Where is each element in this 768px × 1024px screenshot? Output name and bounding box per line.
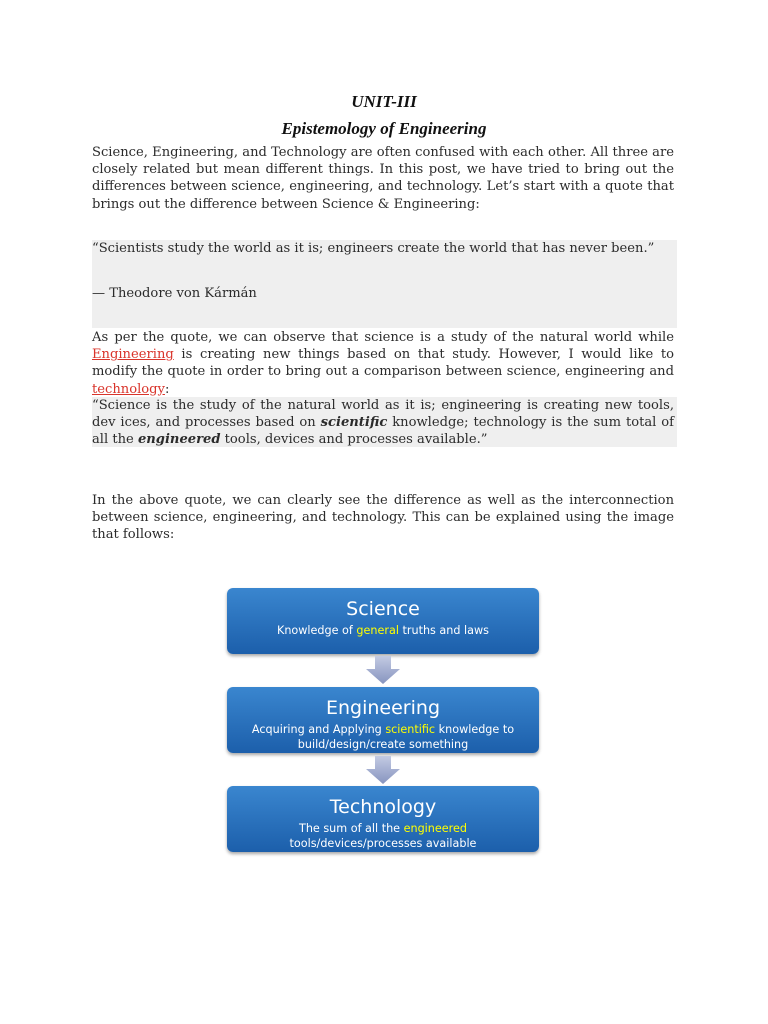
engineering-link[interactable]: Engineering: [92, 347, 174, 363]
science-description: [227, 623, 539, 638]
down-arrow-icon: [366, 656, 400, 684]
technology-desc-highlight: engineered: [403, 822, 467, 835]
science-box: [227, 588, 539, 654]
quote-attribution: — Theodore von Kármán: [92, 286, 257, 301]
science-desc-pre: Knowledge of: [277, 624, 357, 637]
conclusion-paragraph: In the above quote, we can clearly see the difference as well as the interconnection between science, engineering, and technology. This can be explained using the image that follows:: [92, 493, 674, 543]
quote-block-1: [92, 240, 677, 328]
engineering-desc-post: knowledge to: [435, 723, 515, 736]
technology-desc-line2: tools/devices/processes available: [289, 837, 477, 850]
science-desc-post: truths and laws: [398, 624, 489, 637]
analysis-paragraph: [92, 329, 674, 398]
technology-title: Technology: [329, 796, 437, 818]
engineering-desc-highlight: scientific: [385, 723, 436, 736]
engineering-box: [227, 687, 539, 753]
engineering-desc-line2: build/design/create something: [297, 738, 469, 751]
engineering-desc-pre: Acquiring and Applying: [251, 723, 386, 736]
quote-block-2: [92, 397, 677, 447]
modified-quote-text: [92, 397, 674, 448]
emphasis-engineered: engineered: [137, 432, 221, 447]
technology-desc-pre: The sum of all the: [298, 822, 404, 835]
analysis-text-1: As per the quote, we can observe that science is a study of the natural world while: [92, 330, 674, 345]
technology-box: [227, 786, 539, 852]
modified-quote-part-2: knowledge; technology is the sum total of all the: [92, 415, 674, 447]
engineering-description: [227, 722, 539, 752]
intro-paragraph: Science, Engineering, and Technology are often confused with each other. All three are closely related but mean different things. In this post, we have tried to bring out the differences between science, engineering, and technology. Let’s start with a quote that brings out the difference between Science & Engineering:: [92, 145, 674, 212]
modified-quote-part-1: “Science is the study of the natural world as it is; engineering is creating new tools, dev ices, and processes based on: [92, 398, 674, 430]
analysis-text-3: :: [164, 381, 170, 397]
modified-quote-part-3: tools, devices and processes available.”: [220, 432, 488, 447]
science-desc-highlight: general: [356, 624, 399, 637]
quote-text: “Scientists study the world as it is; engineers create the world that has never been.”: [92, 241, 655, 256]
down-arrow-icon: [366, 756, 400, 784]
unit-heading: UNIT-III: [351, 92, 417, 111]
science-title: Science: [346, 598, 420, 620]
technology-description: [227, 821, 539, 851]
technology-link[interactable]: technology: [92, 381, 165, 397]
analysis-text-2: is creating new things based on that study. However, I would like to modify the quote in order to bring out a comparison between science, engineering and: [92, 347, 674, 380]
engineering-title: Engineering: [326, 697, 440, 719]
emphasis-scientific: scientific: [320, 415, 388, 430]
page-title: Epistemology of Engineering: [281, 119, 487, 138]
